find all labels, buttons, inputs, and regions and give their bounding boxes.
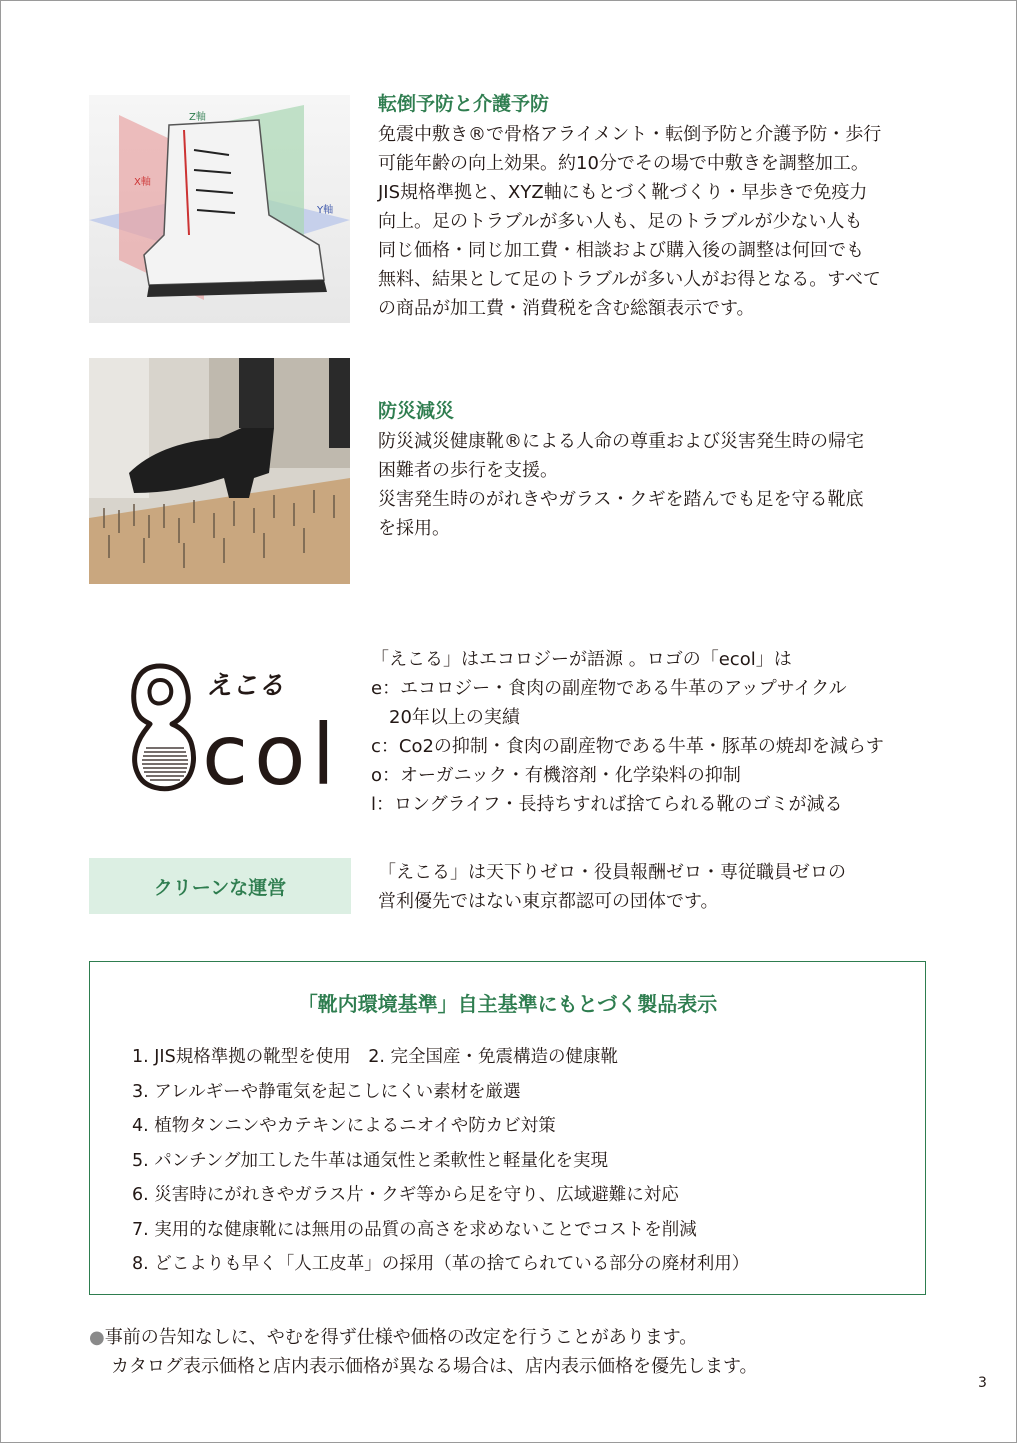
- body-line: 無料、結果として足のトラブルが多い人がお得となる。すべて: [378, 269, 881, 290]
- standards-list: [132, 1040, 749, 1282]
- standards-box: [89, 961, 926, 1295]
- nail-board-shoe-photo: [89, 358, 350, 584]
- disaster-prevention-title: 防災減災: [378, 400, 455, 422]
- body-line: l：ロングライフ・長持ちすれば捨てられる靴のゴミが減る: [371, 794, 843, 815]
- list-item: 5. パンチング加工した牛革は通気性と柔軟性と軽量化を実現: [132, 1150, 609, 1171]
- body-line: o：オーガニック・有機溶剤・化学染料の抑制: [371, 765, 741, 786]
- list-item: 6. 災害時にがれきやガラス片・クギ等から足を守り、広域避難に対応: [132, 1185, 679, 1205]
- page-number: 3: [978, 1375, 987, 1391]
- standards-title: 「靴内環境基準」自主基準にもとづく製品表示: [297, 992, 718, 1016]
- notice-text-1: 事前の告知なしに、やむを得ず仕様や価格の改定を行うことがあります。: [104, 1327, 698, 1348]
- list-item: 8. どこよりも早く「人工皮革」の採用（革の捨てられている部分の廃材利用）: [132, 1254, 750, 1274]
- bullet-icon: ●: [89, 1327, 105, 1348]
- body-line: の商品が加工費・消費税を含む総額表示です。: [378, 298, 755, 319]
- body-line: 免震中敷き®で骨格アライメント・転倒予防と介護予防・歩行: [378, 124, 882, 145]
- body-line: 20年以上の実績: [371, 707, 520, 728]
- body-line: 防災減災健康靴®による人命の尊重および災害発生時の帰宅: [378, 431, 864, 452]
- notice-line-1: [89, 1323, 758, 1352]
- body-line: JIS規格準拠と、XYZ軸にもとづく靴づくり・早歩きで免疫力: [378, 182, 868, 203]
- list-item: 4. 植物タンニンやカテキンによるニオイや防カビ対策: [132, 1116, 556, 1136]
- logo-kana: えこる: [206, 671, 285, 701]
- logo-word: col: [202, 706, 341, 804]
- body-line: e：エコロジー・食肉の副産物である牛革のアップサイクル: [371, 678, 847, 699]
- body-line: c：Co2の抑制・食肉の副産物である牛革・豚革の焼却を減らす: [371, 736, 884, 757]
- list-item: 3. アレルギーや静電気を起こしにくい素材を厳選: [132, 1081, 521, 1102]
- body-line: 「えこる」はエコロジーが語源 。ロゴの「ecol」は: [371, 649, 792, 670]
- fall-prevention-title: 転倒予防と介護予防: [378, 93, 550, 115]
- body-line: を採用。: [378, 518, 450, 539]
- ecol-description: [371, 645, 884, 819]
- body-line: 困難者の歩行を支援。: [378, 460, 558, 481]
- z-axis-label: Z軸: [189, 112, 206, 123]
- body-line: 向上。足のトラブルが多い人も、足のトラブルが少ない人も: [378, 211, 863, 232]
- shoe-axis-photo: [89, 95, 350, 323]
- ecol-logo: [120, 650, 341, 804]
- x-axis-label: X軸: [134, 177, 151, 188]
- clean-management-label: クリーンな運営: [89, 858, 351, 914]
- body-line: 災害発生時のがれきやガラス・クギを踏んでも足を守る靴底: [378, 489, 864, 510]
- body-line: 営利優先ではない東京都認可の団体です。: [378, 891, 719, 912]
- y-axis-label: Y軸: [317, 205, 334, 216]
- list-item: 1. JIS規格準拠の靴型を使用 2. 完全国産・免震構造の健康靴: [132, 1047, 618, 1067]
- list-item: 7. 実用的な健康靴には無用の品質の高さを求めないことでコストを削減: [132, 1219, 697, 1240]
- body-line: 「えこる」は天下りゼロ・役員報酬ゼロ・専従職員ゼロの: [378, 862, 846, 883]
- clean-management-body: [378, 858, 846, 916]
- notice: [89, 1323, 758, 1381]
- body-line: 可能年齢の向上効果。約10分でその場で中敷きを調整加工。: [378, 153, 869, 174]
- disaster-prevention-body: [378, 427, 864, 543]
- notice-text-2: カタログ表示価格と店内表示価格が異なる場合は、店内表示価格を優先します。: [111, 1356, 758, 1377]
- body-line: 同じ価格・同じ加工費・相談および購入後の調整は何回でも: [378, 240, 864, 261]
- fall-prevention-body: [378, 120, 881, 323]
